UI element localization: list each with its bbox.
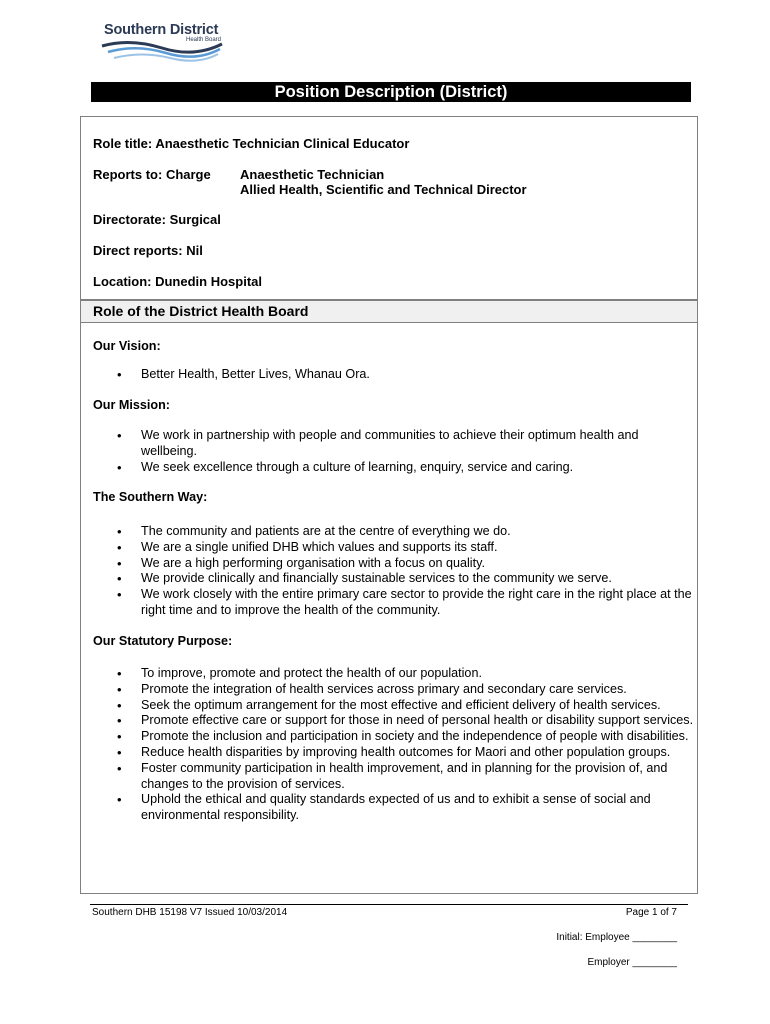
- list-item: • To improve, promote and protect the health of our population.: [105, 666, 695, 682]
- statutory-purpose-list: [105, 666, 695, 824]
- direct-reports: Direct reports: Nil: [93, 243, 203, 258]
- list-item: • The community and patients are at the centre of everything we do.: [105, 524, 695, 540]
- list-item: • We work closely with the entire primary care sector to provide the right care in the right place at the right time and to improve the health of the community.: [105, 587, 695, 619]
- list-item: • Foster community participation in health improvement, and in planning for the provision of, and changes to the provision of services.: [105, 761, 695, 793]
- vision-heading: Our Vision:: [93, 339, 161, 353]
- wave-icon: [100, 40, 225, 62]
- list-item: • Promote the integration of health services across primary and secondary care services.: [105, 682, 695, 698]
- list-item: • We provide clinically and financially sustainable services to the community we serve.: [105, 571, 695, 587]
- directorate: Directorate: Surgical: [93, 212, 221, 227]
- southern-way-list: [105, 524, 695, 619]
- list-item: • Better Health, Better Lives, Whanau Ora.: [105, 367, 695, 383]
- reports-to-line-1: Anaesthetic Technician: [240, 167, 385, 182]
- list-item: • We seek excellence through a culture of learning, enquiry, service and caring.: [105, 460, 695, 476]
- page-number: Page 1 of 7: [625, 907, 677, 918]
- list-item: • Seek the optimum arrangement for the most effective and efficient delivery of health services.: [105, 698, 695, 714]
- role-title: Role title: Anaesthetic Technician Clinical Educator: [93, 136, 410, 151]
- logo-subtitle: Health Board: [186, 37, 222, 43]
- document-reference: Southern DHB 15198 V7 Issued 10/03/2014: [92, 907, 288, 918]
- role-of-dhb-section: [80, 300, 698, 894]
- footer-divider: [90, 904, 688, 905]
- statutory-purpose-heading: Our Statutory Purpose:: [93, 634, 233, 648]
- list-item: • We work in partnership with people and communities to achieve their optimum health and wellbeing.: [105, 428, 695, 460]
- southern-way-heading: The Southern Way:: [93, 490, 208, 504]
- list-item: • We are a single unified DHB which values and supports its staff.: [105, 540, 695, 556]
- location: Location: Dunedin Hospital: [93, 274, 262, 289]
- district-health-board-logo: [100, 22, 230, 64]
- list-item: • Promote effective care or support for those in need of personal health or disability support services.: [105, 713, 695, 729]
- list-item: • Promote the inclusion and participation in society and the independence of people with disabilities.: [105, 729, 695, 745]
- vision-list: [105, 367, 695, 383]
- position-details-box: [80, 116, 698, 300]
- list-item: • Uphold the ethical and quality standards expected of us and to exhibit a sense of social and environmental responsibility.: [105, 792, 695, 824]
- reports-to-label: Reports to: Charge: [93, 167, 211, 182]
- mission-list: [105, 428, 695, 475]
- initial-employer: Employer ________: [587, 957, 677, 968]
- list-item: • We are a high performing organisation with a focus on quality.: [105, 556, 695, 572]
- mission-heading: Our Mission:: [93, 398, 170, 412]
- logo-name: Southern District: [104, 22, 219, 38]
- page-title: Position Description (District): [91, 82, 691, 102]
- section-heading: Role of the District Health Board: [81, 301, 697, 323]
- reports-to-line-2: Allied Health, Scientific and Technical Director: [240, 182, 527, 197]
- list-item: • Reduce health disparities by improving health outcomes for Maori and other population groups.: [105, 745, 695, 761]
- initial-employee: Initial: Employee ________: [556, 932, 677, 943]
